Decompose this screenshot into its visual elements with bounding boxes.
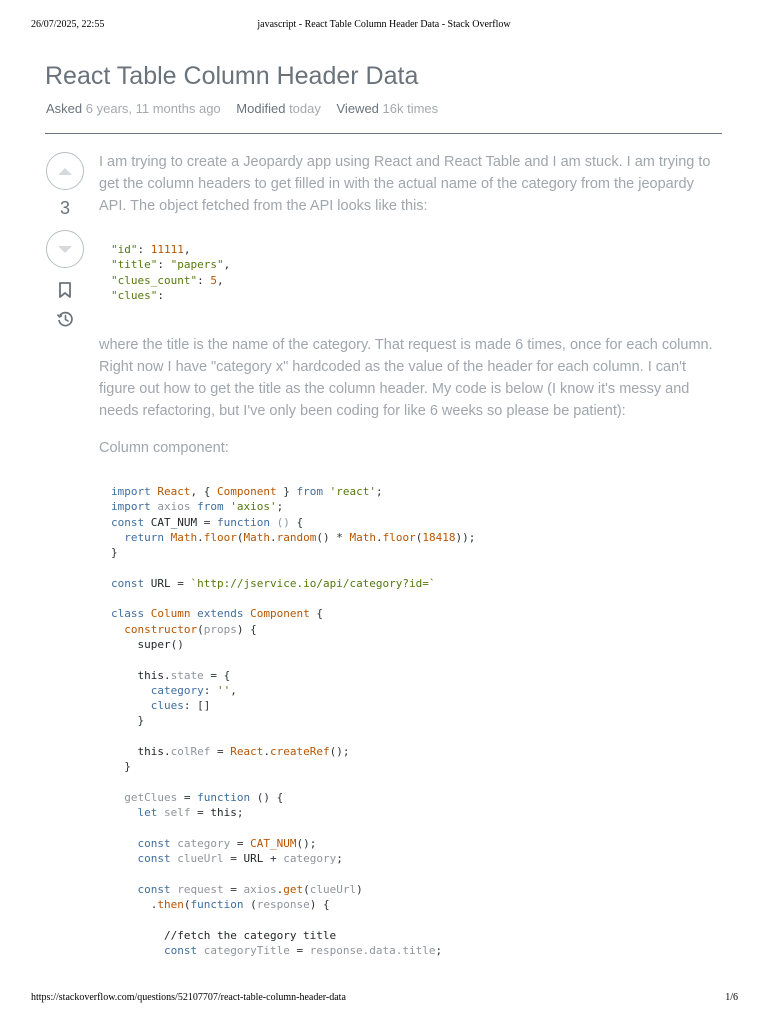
asked-value: 6 years, 11 months ago bbox=[85, 101, 221, 116]
viewed-label: Viewed bbox=[336, 101, 379, 116]
column-component-code-block: import React, { Component } from 'react'; import axios from 'axios'; const CAT_NUM = function () { return Math.floor(Math.random() * Math.floor(18418)); } const URL = `http://jservice.io/api/category?id=` class Column extends Component { constructor(props) { super() this.state = { category: '', clues: [] } this.colRef = React.createRef(); } getClues = function () { let self = this; const category = CAT_NUM(); const clueUrl = URL + category; const request = axios.get(clueUrl) .then(function (response) { //fetch the category title const categoryTitle = response.data.title; bbox=[111, 485, 476, 957]
code-caption: Column component: bbox=[99, 440, 229, 456]
print-page-title: javascript - React Table Column Header Data - Stack Overflow bbox=[257, 19, 511, 30]
question-paragraph: where the title is the name of the category. That request is made 6 times, once for each column. Right now I have "category x" hardcoded as the value of the header for each column. I can't figure out how to get the title as the column header. My code is below (I know it's messy and needs refactoring, but I've only been coding for like 6 weeks so please be patient): bbox=[99, 337, 713, 419]
upvote-button[interactable] bbox=[46, 152, 84, 190]
print-footer bbox=[0, 992, 768, 1006]
print-url: https://stackoverflow.com/questions/52107707/react-table-column-header-data bbox=[31, 992, 346, 1003]
asked-label: Asked bbox=[46, 101, 83, 116]
question-meta bbox=[46, 101, 450, 116]
title-divider bbox=[45, 133, 722, 134]
print-date: 26/07/2025, 22:55 bbox=[31, 19, 105, 30]
arrow-up-icon bbox=[58, 168, 72, 175]
vote-count: 3 bbox=[59, 198, 70, 218]
modified-label: Modified bbox=[236, 101, 286, 116]
question-title[interactable]: React Table Column Header Data bbox=[45, 62, 419, 90]
json-code-block: "id": 11111, "title": "papers", "clues_count": 5, "clues": bbox=[111, 243, 231, 302]
arrow-down-icon bbox=[58, 246, 72, 253]
modified-value[interactable]: today bbox=[289, 101, 321, 116]
viewed-value: 16k times bbox=[382, 101, 439, 116]
question-paragraph: I am trying to create a Jeopardy app using React and React Table and I am stuck. I am trying to get the column headers to get filled in with the actual name of the category from the jeopardy API. The object fetched from the API looks like this: bbox=[99, 154, 711, 214]
bookmark-icon[interactable] bbox=[56, 281, 74, 299]
print-header bbox=[0, 19, 768, 33]
print-page-number: 1/6 bbox=[725, 992, 738, 1003]
history-icon[interactable] bbox=[56, 310, 74, 328]
downvote-button[interactable] bbox=[46, 230, 84, 268]
